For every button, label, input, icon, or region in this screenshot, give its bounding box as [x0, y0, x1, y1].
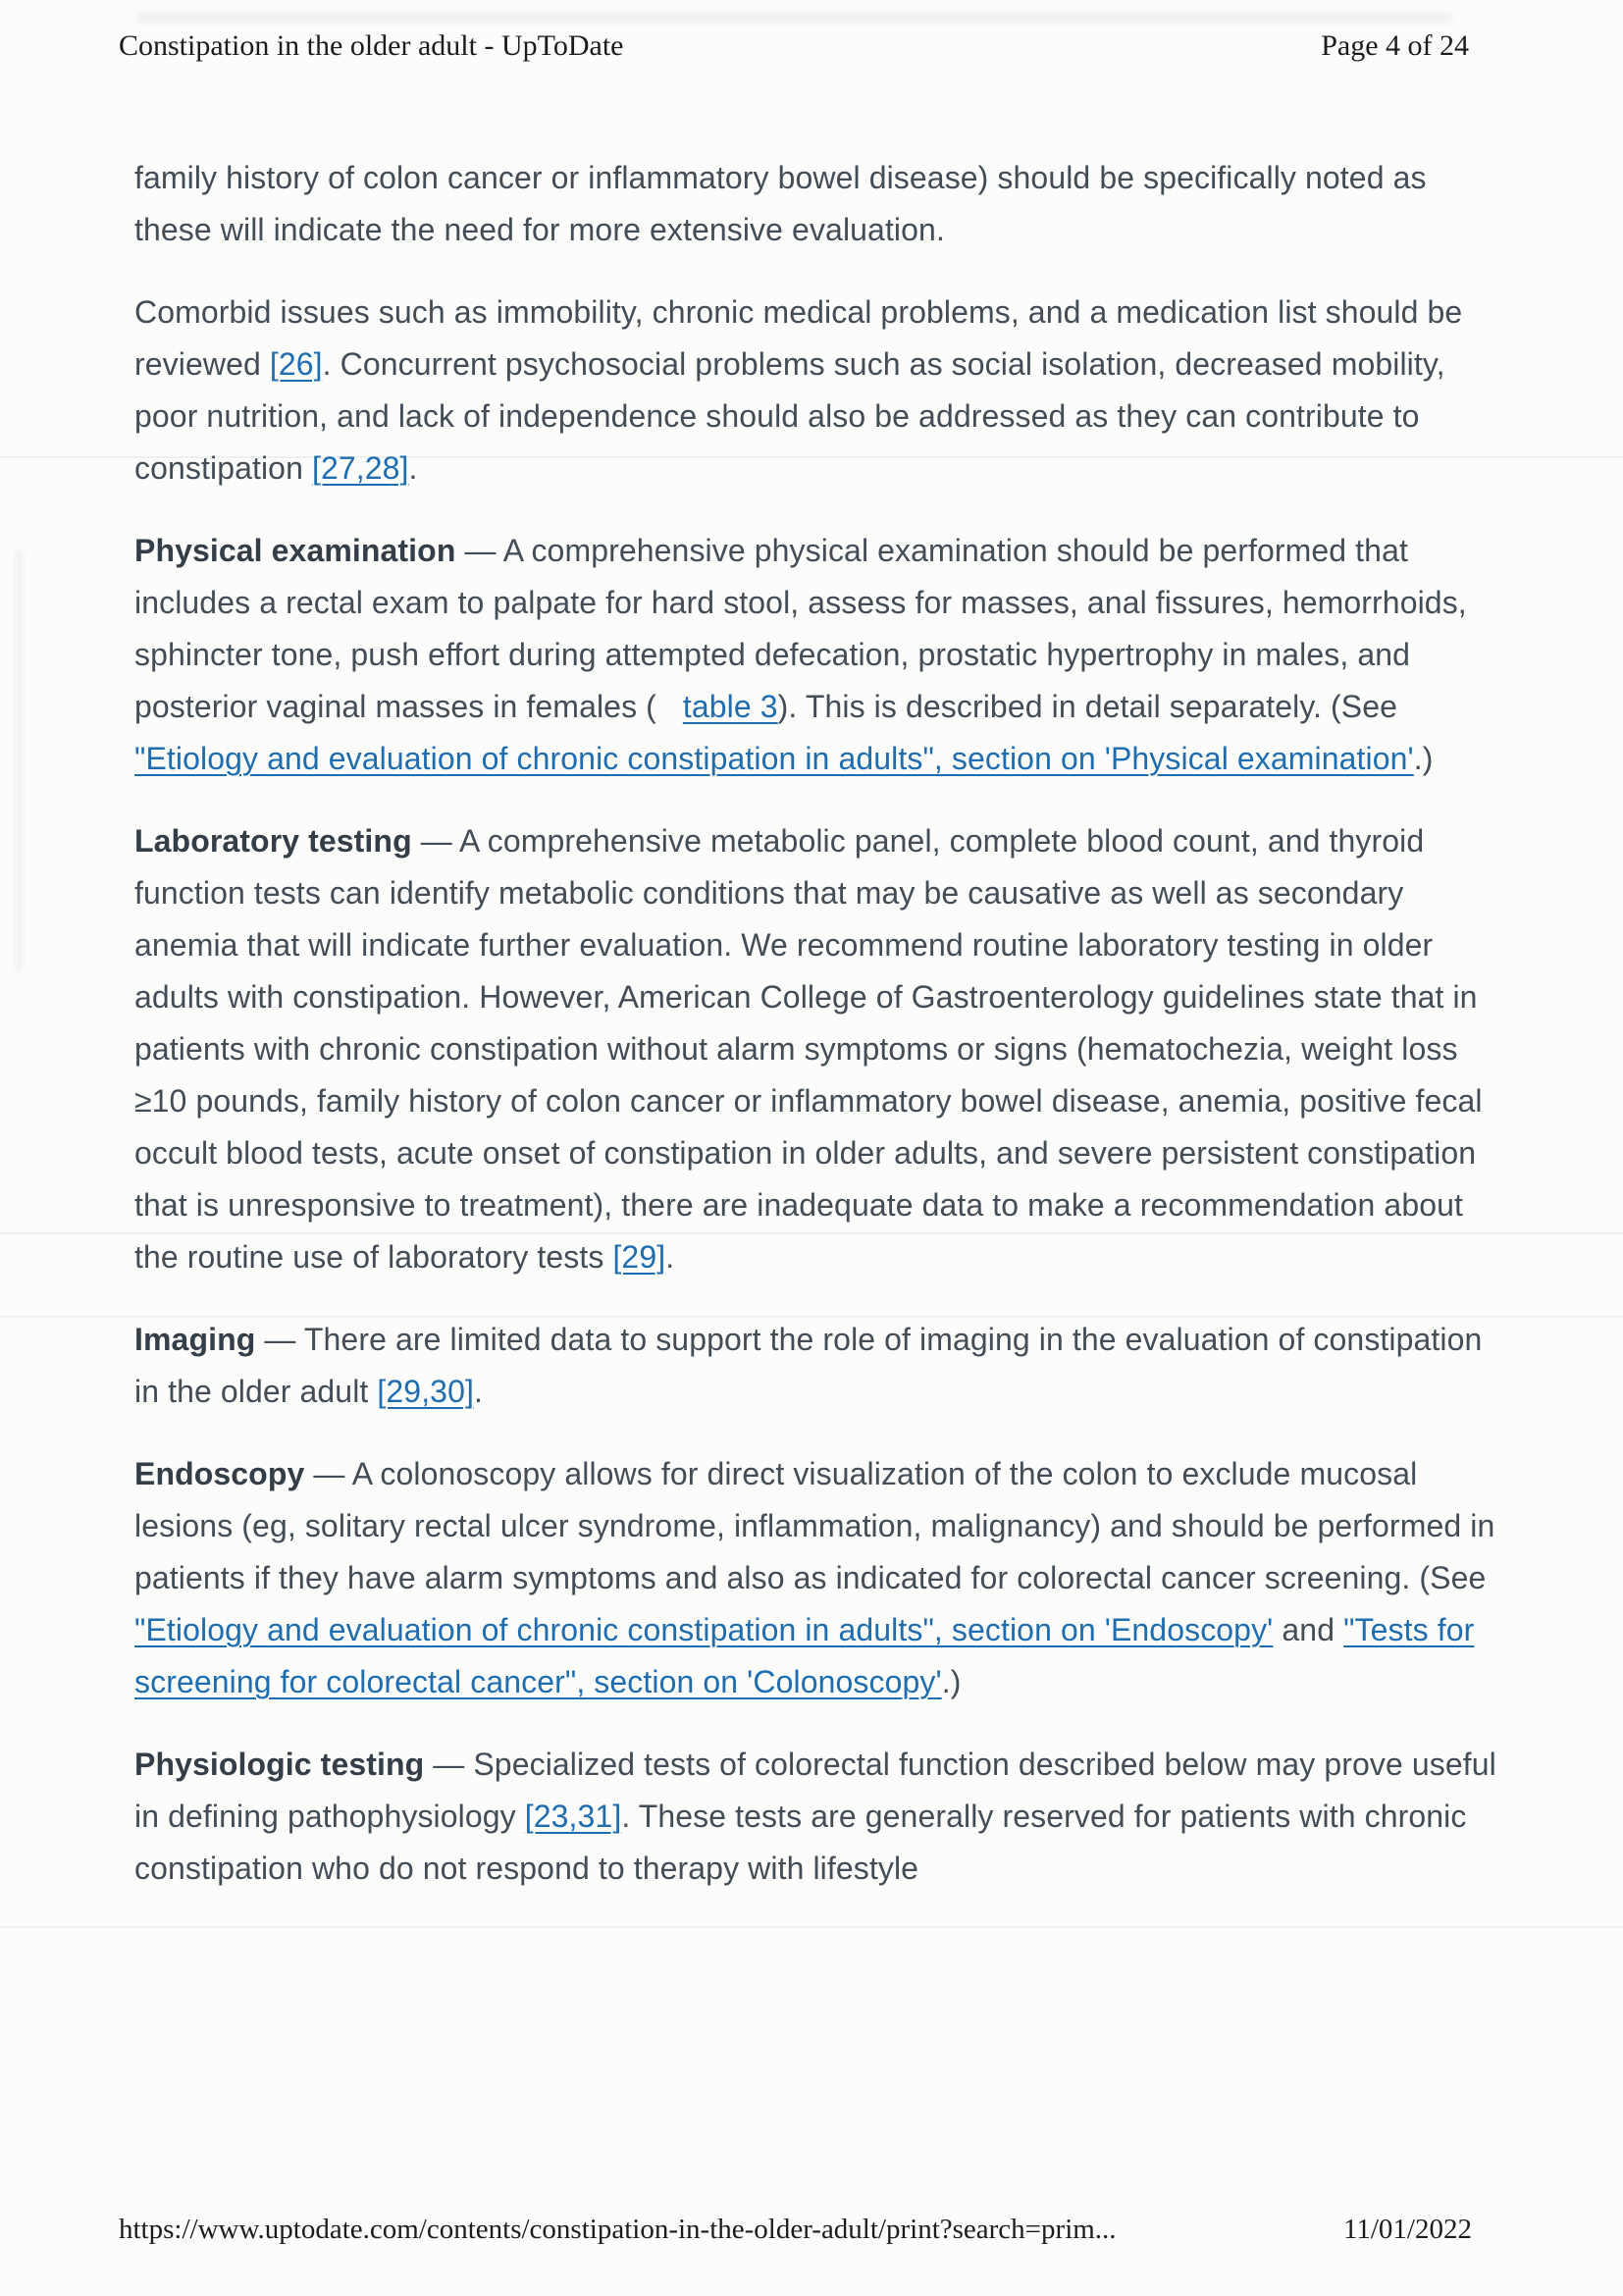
section-heading: Physiologic testing [134, 1747, 425, 1782]
text-run: . [665, 1239, 675, 1275]
inline-link[interactable]: "Etiology and evaluation of chronic constipation in adults", section on 'Endoscopy' [134, 1612, 1274, 1647]
text-run: and [1273, 1612, 1344, 1647]
page-number: Page 4 of 24 [1321, 29, 1469, 62]
text-run: .) [1413, 741, 1434, 776]
document-body [134, 152, 1506, 1925]
print-header [119, 29, 1469, 63]
paragraph [134, 152, 1506, 256]
paragraph [134, 525, 1506, 785]
inline-link[interactable]: [27,28] [311, 450, 409, 486]
section-heading: Endoscopy [134, 1456, 305, 1491]
scan-artifact [137, 13, 1452, 24]
scan-artifact [0, 1926, 1623, 1928]
scan-artifact [14, 549, 24, 971]
text-run: . [473, 1374, 483, 1409]
inline-link[interactable]: "Etiology and evaluation of chronic constipation in adults", section on 'Physical examination' [134, 741, 1414, 776]
section-heading: Physical examination [134, 533, 456, 568]
text-run: Comorbid issues such as immobility, chronic medical problems, and a medication list should be reviewed [134, 294, 1463, 382]
document-title: Constipation in the older adult - UpToDate [119, 29, 624, 62]
text-run: . Concurrent psychosocial problems such as social isolation, decreased mobility, poor nutrition, and lack of independence should also be addressed as they can contribute to constipation [134, 346, 1445, 486]
section-heading: Laboratory testing [134, 823, 412, 859]
text-run: — A colonoscopy allows for direct visualization of the colon to exclude mucosal lesions (eg, solitary rectal ulcer syndrome, inflammation, malignancy) and should be performed in patients if they have alarm symptoms and also as indicated for colorectal cancer screening. (See [134, 1456, 1495, 1595]
inline-link[interactable]: table 3 [682, 689, 778, 724]
inline-link[interactable]: [26] [269, 346, 323, 382]
text-run: — A comprehensive metabolic panel, complete blood count, and thyroid function tests can identify metabolic conditions that may be causative as well as secondary anemia that will indicate further evaluation. We recommend routine laboratory testing in older adults with constipation. However, American College of Gastroenterology guidelines state that in patients with chronic constipation without alarm symptoms or signs (hematochezia, weight loss ≥10 pounds, family history of colon cancer or inflammatory bowel disease, anemia, positive fecal occult blood tests, acute onset of constipation in older adults, and severe persistent constipation that is unresponsive to treatment), there are inadequate data to make a recommendation about the routine use of laboratory tests [134, 823, 1483, 1275]
print-footer [119, 2214, 1472, 2246]
paragraph [134, 1739, 1506, 1895]
text-run: . [408, 450, 418, 486]
text-run: — There are limited data to support the role of imaging in the evaluation of constipation in the older adult [134, 1322, 1483, 1409]
text-run: ). This is described in detail separately. (See [777, 689, 1398, 724]
paragraph [134, 287, 1506, 495]
paragraph [134, 1314, 1506, 1418]
text-run: family history of colon cancer or inflammatory bowel disease) should be specifically noted as these will indicate the need for more extensive evaluation. [134, 160, 1427, 247]
text-run: .) [941, 1664, 962, 1699]
text-run: . These tests are generally reserved for patients with chronic constipation who do not respond to therapy with lifestyle [134, 1799, 1467, 1886]
inline-link[interactable]: [29] [612, 1239, 666, 1275]
source-url: https://www.uptodate.com/contents/constipation-in-the-older-adult/print?search=prim... [119, 2214, 1117, 2245]
paragraph [134, 815, 1506, 1283]
paragraph [134, 1448, 1506, 1708]
section-heading: Imaging [134, 1322, 256, 1357]
text-run: — A comprehensive physical examination should be performed that includes a rectal exam to palpate for hard stool, assess for masses, anal fissures, hemorrhoids, sphincter tone, push effort during attempted defecation, prostatic hypertrophy in males, and posterior vaginal masses in females ( [134, 533, 1467, 724]
inline-link[interactable]: [23,31] [524, 1799, 622, 1834]
inline-link[interactable]: "Tests for screening for colorectal cancer", section on 'Colonoscopy' [134, 1612, 1475, 1699]
print-date: 11/01/2022 [1342, 2214, 1472, 2245]
inline-link[interactable]: [29,30] [377, 1374, 474, 1409]
text-run: — Specialized tests of colorectal function described below may prove useful in defining pathophysiology [134, 1747, 1496, 1834]
